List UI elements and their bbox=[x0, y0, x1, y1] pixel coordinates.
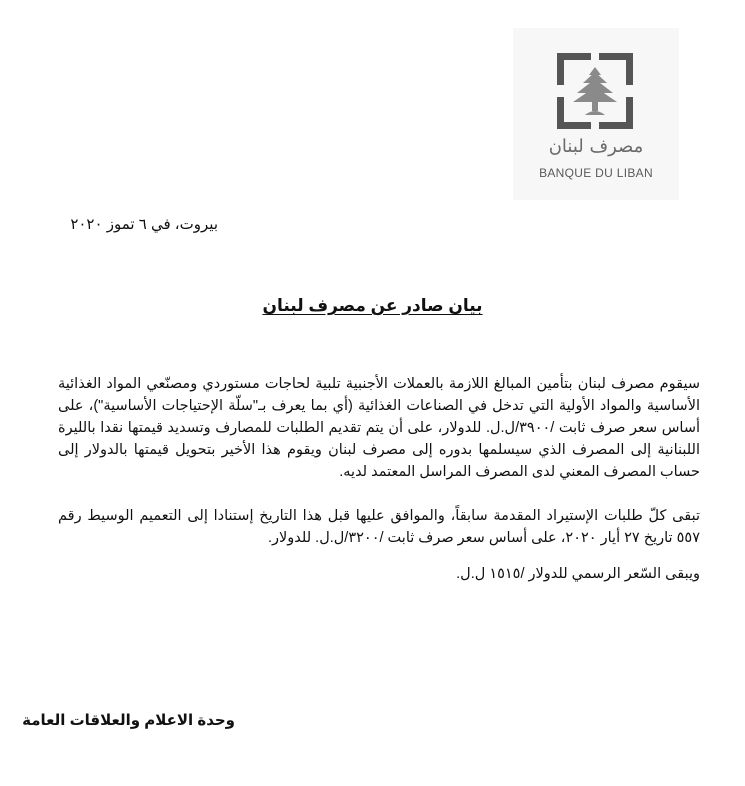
paragraph-2: تبقى كلّ طلبات الإستيراد المقدمة سابقاً، والموافق عليها قبل هذا التاريخ إستنادا إلى التعميم الوسيط رقم ٥٥٧ تاريخ ٢٧ أيار ٢٠٢٠، على أساس سعر صرف ثابت /٣٢٠٠/ل.ل. للدولار. bbox=[58, 508, 700, 546]
paragraph-1: سيقوم مصرف لبنان بتأمين المبالغ اللازمة بالعملات الأجنبية تلبية لحاجات مستوردي ومصنّعي المواد الغذائية الأساسية والمواد الأولية التي تدخل في الصناعات الغذائية (أي بما يعرف بـ"سلّة الإحتياجات الأساسية")، على أساس سعر صرف ثابت /٣٩٠٠/ل.ل. للدولار، على أن يتم تقديم الطلبات للمصارف وتسديد قيمتها نقدا بالليرة اللبنانية إلى المصرف الذي سيسلمها بدوره إلى مصرف لبنان ويقوم هذا الأخير بتحويل قيمتها بالدولار إلى حساب المصرف المعني لدى المصرف المراسل المعتمد لديه. bbox=[58, 376, 700, 480]
date-line: بيروت، في ٦ تموز ٢٠٢٠ bbox=[70, 216, 218, 233]
cedar-logo-icon bbox=[557, 53, 633, 129]
logo-arabic-name: مصرف لبنان bbox=[548, 136, 644, 157]
bank-logo bbox=[513, 28, 679, 200]
logo-english-name: BANQUE DU LIBAN bbox=[539, 166, 653, 180]
statement-title: بيان صادر عن مصرف لبنان bbox=[262, 296, 483, 315]
signature: وحدة الاعلام والعلاقات العامة bbox=[22, 712, 235, 729]
paragraph-3: ويبقى السّعر الرسمي للدولار /١٥١٥ ل.ل. bbox=[456, 566, 700, 582]
